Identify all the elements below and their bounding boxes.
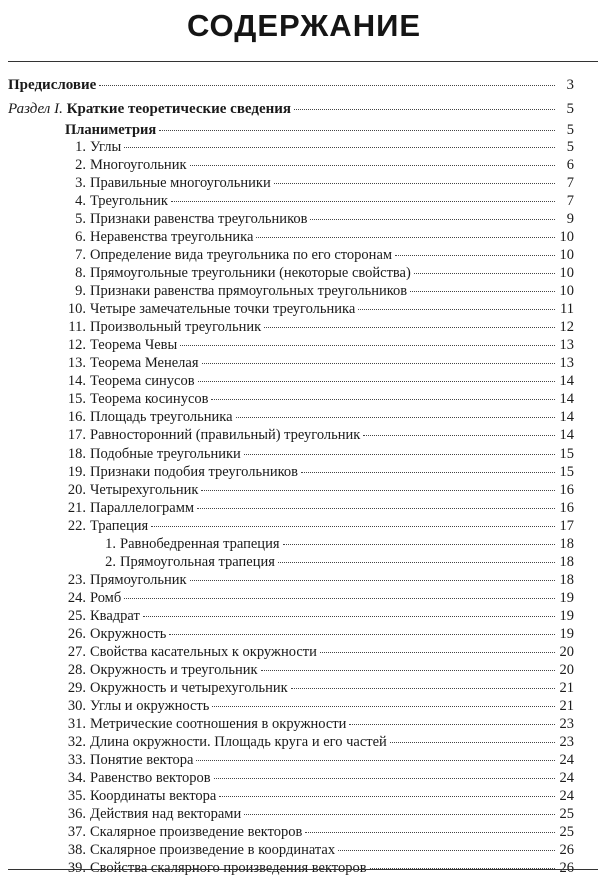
- toc-page-number: 25: [559, 806, 574, 823]
- dot-leader: [151, 526, 555, 527]
- toc-entry-label: [66, 463, 298, 481]
- toc-entry-number: 15.: [67, 391, 86, 408]
- toc-entry-label: [66, 408, 233, 426]
- toc-page-number: 15: [559, 463, 574, 480]
- toc-entry: [66, 228, 574, 246]
- toc-entry: [66, 408, 574, 426]
- toc-entry: [66, 697, 574, 715]
- toc-page-number: 13: [559, 355, 574, 372]
- toc-entry-number: 14.: [67, 373, 86, 390]
- page-title: СОДЕРЖАНИЕ: [186, 8, 422, 43]
- dot-leader: [124, 598, 555, 599]
- dot-leader: [310, 219, 555, 220]
- dot-leader: [256, 237, 555, 238]
- toc-entry-number: 32.: [67, 733, 86, 750]
- toc-page-number: 26: [559, 842, 574, 859]
- toc-entry-text: Углы: [90, 139, 122, 155]
- toc-entry-number: 23.: [67, 571, 86, 588]
- toc-page-number: 10: [559, 283, 574, 300]
- toc-entry: [8, 76, 574, 94]
- toc-entry: [66, 463, 574, 481]
- dot-leader: [197, 508, 555, 509]
- toc-entry-text: Прямоугольник: [90, 571, 187, 588]
- toc-entry: [66, 715, 574, 733]
- toc-entry-text: Признаки подобия треугольников: [90, 463, 298, 480]
- toc-entry-text: Ромб: [90, 589, 122, 606]
- toc-entry-text: Прямоугольная трапеция: [120, 553, 275, 570]
- toc-entry-text: Правильные многоугольники: [90, 175, 271, 192]
- toc-entry: [66, 138, 574, 156]
- toc-entry-number: 1.: [75, 139, 86, 155]
- toc-entry: [66, 300, 574, 318]
- toc-page-number: 7: [566, 175, 574, 192]
- dot-leader: [390, 742, 555, 743]
- toc-page-number: 25: [559, 824, 574, 841]
- toc-page-number: 17: [559, 517, 574, 534]
- toc-entry-number: 10.: [67, 301, 86, 318]
- toc-entry-text: Углы и окружность: [90, 697, 210, 714]
- dot-leader: [180, 345, 555, 346]
- dot-leader: [278, 562, 555, 563]
- toc-entry-number: 36.: [67, 806, 86, 823]
- toc-entry-label: [66, 589, 121, 607]
- toc-entry-label: [66, 264, 411, 282]
- toc-page-number: 3: [566, 77, 574, 93]
- toc-entry: [66, 571, 574, 589]
- toc-page-number: 10: [559, 229, 574, 246]
- toc-entry-label: [8, 100, 291, 118]
- toc-entry: [66, 643, 574, 661]
- toc-entry-label: [66, 805, 241, 823]
- toc-entry-text: Планиметрия: [65, 122, 157, 138]
- toc-entry-number: 33.: [67, 752, 86, 769]
- toc-entry-text: Окружность и треугольник: [90, 661, 258, 678]
- dot-leader: [291, 688, 555, 689]
- toc-entry-number: 11.: [68, 319, 86, 336]
- dot-leader: [190, 580, 555, 581]
- toc-entry-number: 1.: [105, 535, 116, 552]
- toc-entry-number: 2.: [75, 157, 86, 174]
- toc-entry-text: Предисловие: [8, 77, 97, 93]
- toc-entry: [66, 481, 574, 499]
- toc-entry-number: 16.: [67, 409, 86, 426]
- dot-leader: [349, 724, 555, 725]
- toc-page-number: 26: [559, 860, 574, 877]
- toc-entry-text: Свойства скалярного произведения векторов: [90, 860, 367, 877]
- toc-entry: [66, 174, 574, 192]
- toc-entry-number: 25.: [67, 607, 86, 624]
- toc-entry-label: [65, 121, 156, 139]
- toc-page-number: 7: [566, 193, 574, 210]
- toc-entry-text: Четырехугольник: [90, 481, 199, 498]
- toc-entry: [66, 607, 574, 625]
- toc-entry: [66, 589, 574, 607]
- dot-leader: [171, 201, 555, 202]
- toc-entry-label: [8, 76, 96, 94]
- toc-page-number: 18: [559, 571, 574, 588]
- toc-entry-label: [66, 228, 253, 246]
- dot-leader: [264, 327, 555, 328]
- toc-page-number: 23: [559, 733, 574, 750]
- toc-entry-text: Квадрат: [90, 607, 140, 624]
- toc-entry-label: [66, 336, 177, 354]
- toc-page-number: 16: [559, 481, 574, 498]
- toc-page-number: 12: [559, 319, 574, 336]
- toc-entry-label: [66, 156, 187, 174]
- toc-entry-text: Равнобедренная трапеция: [120, 535, 280, 552]
- dot-leader: [320, 652, 555, 653]
- toc-entry-number: 28.: [67, 661, 86, 678]
- toc-entry: [66, 751, 574, 769]
- dot-leader: [202, 363, 556, 364]
- toc-entry-label: [66, 697, 209, 715]
- toc-entry-label: [66, 661, 258, 679]
- toc-entry-number: 4.: [75, 193, 86, 210]
- dot-leader: [212, 706, 555, 707]
- toc-entry-label: [66, 751, 193, 769]
- dot-leader: [201, 490, 555, 491]
- toc-entry-text: Произвольный треугольник: [90, 319, 262, 336]
- dot-leader: [395, 255, 555, 256]
- toc-page-number: 19: [559, 625, 574, 642]
- toc-page-number: 14: [559, 373, 574, 390]
- dot-leader: [236, 417, 555, 418]
- dot-leader: [305, 832, 555, 833]
- toc-entry: [66, 210, 574, 228]
- toc-page-number: 24: [559, 752, 574, 769]
- dot-leader: [244, 454, 555, 455]
- toc-entry-label: [66, 246, 392, 264]
- toc-entry-label: [66, 679, 288, 697]
- toc-entry-label: [66, 445, 241, 463]
- toc-entry: [66, 625, 574, 643]
- toc-entry-number: 37.: [67, 824, 86, 841]
- dot-leader: [143, 616, 555, 617]
- toc-entry-text: Скалярное произведение векторов: [90, 824, 303, 841]
- toc-entry-text: Трапеция: [90, 517, 149, 534]
- toc-entry: [92, 553, 574, 571]
- toc-page-number: 5: [566, 139, 574, 155]
- toc-entry-label: [66, 481, 198, 499]
- toc-entry: [66, 805, 574, 823]
- toc-entry-number: 20.: [67, 481, 86, 498]
- dot-leader: [124, 147, 555, 148]
- toc-page-number: 20: [559, 661, 574, 678]
- toc-entry-number: 18.: [67, 445, 86, 462]
- toc-page-number: 20: [559, 643, 574, 660]
- toc-page-number: 15: [559, 445, 574, 462]
- toc-entry-number: 35.: [67, 788, 86, 805]
- toc-page-number: 5: [566, 122, 574, 138]
- toc-entry-label: [66, 210, 307, 228]
- toc-entry-label: [66, 715, 346, 733]
- dot-leader: [274, 183, 555, 184]
- toc-entry: [66, 733, 574, 751]
- toc-entry-number: 6.: [75, 229, 86, 246]
- toc-entry: [66, 661, 574, 679]
- toc-entry: [92, 535, 574, 553]
- toc-entry-label: [66, 625, 166, 643]
- toc-entry: [66, 679, 574, 697]
- toc-entry-number: 39.: [67, 860, 86, 877]
- dot-leader: [301, 472, 555, 473]
- toc-entry: [66, 499, 574, 517]
- toc-entry-label: [66, 841, 335, 859]
- toc-entry-label: [66, 571, 187, 589]
- toc-entry-number: 17.: [67, 427, 86, 444]
- toc-entry: [66, 156, 574, 174]
- dot-leader: [358, 309, 555, 310]
- dot-leader: [219, 796, 555, 797]
- dot-leader: [211, 399, 555, 400]
- dot-leader: [414, 273, 555, 274]
- toc-entry-text: Скалярное произведение в координатах: [90, 842, 336, 859]
- dot-leader: [338, 850, 555, 851]
- dot-leader: [214, 778, 555, 779]
- toc-entry: [66, 264, 574, 282]
- toc-page-number: 19: [559, 589, 574, 606]
- toc-entry-text: Длина окружности. Площадь круга и его частей: [90, 733, 387, 750]
- toc-entry-number: 13.: [67, 355, 86, 372]
- toc-entry-text: Подобные треугольники: [90, 445, 241, 462]
- toc-entry: [66, 336, 574, 354]
- dot-leader: [261, 670, 555, 671]
- dot-leader: [159, 130, 555, 131]
- dot-leader: [190, 165, 556, 166]
- toc-entry-text: Понятие вектора: [90, 752, 194, 769]
- toc-entry-text: Теорема Менелая: [90, 355, 199, 372]
- dot-leader: [196, 760, 555, 761]
- toc-entry-number: 22.: [67, 517, 86, 534]
- toc-page-number: 10: [559, 247, 574, 264]
- dot-leader: [283, 544, 556, 545]
- toc-entry-text: Окружность: [90, 625, 167, 642]
- dot-leader: [294, 109, 555, 110]
- toc-entry-text: Площадь треугольника: [90, 409, 233, 426]
- toc-page-number: 24: [559, 788, 574, 805]
- dot-leader: [363, 435, 555, 436]
- toc-page-number: 18: [559, 553, 574, 570]
- toc-entry-text: Равносторонний (правильный) треугольник: [90, 427, 361, 444]
- toc-entry-label: [66, 787, 216, 805]
- dot-leader: [410, 291, 555, 292]
- toc-entry: [66, 390, 574, 408]
- toc-entry-label: [66, 823, 302, 841]
- toc-entry-text: Прямоугольные треугольники (некоторые свойства): [90, 265, 411, 282]
- toc-entry-number: 8.: [75, 265, 86, 282]
- toc-entry-label: [66, 769, 211, 787]
- toc-page-number: 21: [559, 679, 574, 696]
- toc-entry-number: 12.: [67, 337, 86, 354]
- toc-entry-text: Признаки равенства треугольников: [90, 211, 308, 228]
- toc-entry: [66, 426, 574, 444]
- dot-leader: [244, 814, 555, 815]
- toc-entry-text: Метрические соотношения в окружности: [90, 715, 347, 732]
- toc-section-prefix: Раздел I.: [8, 101, 63, 117]
- toc-entry: [66, 823, 574, 841]
- toc-entry-number: 31.: [67, 715, 86, 732]
- toc-entry-text: Действия над векторами: [90, 806, 242, 823]
- toc-entry-text: Теорема Чевы: [90, 337, 178, 354]
- toc-entry: [66, 282, 574, 300]
- toc-entry-number: 21.: [67, 499, 86, 516]
- toc-entry: [66, 318, 574, 336]
- toc-entry-label: [66, 607, 140, 625]
- toc-entry-text: Равенство векторов: [90, 770, 211, 787]
- toc-entry-number: 34.: [67, 770, 86, 787]
- toc-entry: [66, 445, 574, 463]
- toc-page-number: 9: [566, 211, 574, 228]
- toc-page-number: 24: [559, 770, 574, 787]
- toc-entry-label: [66, 643, 317, 661]
- toc-page-number: 6: [566, 157, 574, 174]
- toc-entry-number: 38.: [67, 842, 86, 859]
- toc-entry-number: 26.: [67, 625, 86, 642]
- toc-page-number: 11: [560, 301, 574, 318]
- toc-page-number: 5: [566, 101, 574, 117]
- dot-leader: [99, 85, 555, 86]
- toc-entry-number: 3.: [75, 175, 86, 192]
- toc-entry-label: [66, 733, 387, 751]
- toc-page-number: 14: [559, 391, 574, 408]
- toc-entry-label: [66, 372, 195, 390]
- toc-entry-text: Треугольник: [90, 193, 168, 210]
- toc-entry-text: Признаки равенства прямоугольных треугольников: [90, 283, 408, 300]
- toc-entry-label: [66, 138, 121, 156]
- toc-entry: [66, 192, 574, 210]
- toc-entry-text: Краткие теоретические сведения: [66, 101, 292, 117]
- dot-leader: [198, 381, 555, 382]
- toc-entry-number: 5.: [75, 211, 86, 228]
- toc-entry: [8, 100, 574, 118]
- toc-entry-text: Координаты вектора: [90, 788, 217, 805]
- toc-entry-number: 24.: [67, 589, 86, 606]
- toc-entry-number: 2.: [105, 553, 116, 570]
- toc-entry-text: Четыре замечательные точки треугольника: [90, 301, 356, 318]
- toc-entry-text: Свойства касательных к окружности: [90, 643, 317, 660]
- toc-entry-label: [66, 426, 360, 444]
- toc-entry-label: [92, 535, 280, 553]
- toc-entry-text: Теорема косинусов: [90, 391, 209, 408]
- toc-page-number: 18: [559, 535, 574, 552]
- toc-entry-text: Многоугольник: [90, 157, 187, 174]
- toc-entry-label: [66, 318, 261, 336]
- toc-entry: [65, 121, 574, 139]
- toc-entry-label: [66, 174, 271, 192]
- toc-entry-number: 9.: [75, 283, 86, 300]
- toc-entry: [66, 372, 574, 390]
- toc-entry-label: [66, 390, 208, 408]
- toc-entry: [66, 769, 574, 787]
- toc-entry-label: [66, 517, 148, 535]
- toc-entry-label: [66, 354, 199, 372]
- toc-entry-text: Окружность и четырехугольник: [90, 679, 288, 696]
- toc-page-number: 14: [559, 427, 574, 444]
- toc-entry: [66, 517, 574, 535]
- dot-leader: [169, 634, 555, 635]
- toc-page-number: 23: [559, 715, 574, 732]
- toc-page-number: 13: [559, 337, 574, 354]
- toc-page-number: 10: [559, 265, 574, 282]
- toc-entry-number: 29.: [67, 679, 86, 696]
- toc-page-number: 14: [559, 409, 574, 426]
- toc-entry-label: [66, 282, 407, 300]
- toc-page-number: 19: [559, 607, 574, 624]
- toc-entry-number: 7.: [75, 247, 86, 264]
- bottom-divider: [8, 869, 598, 870]
- toc-page-number: 21: [559, 697, 574, 714]
- toc-entry-number: 27.: [67, 643, 86, 660]
- toc-entry-text: Параллелограмм: [90, 499, 195, 516]
- toc-entry-label: [66, 499, 194, 517]
- toc-page-number: 16: [559, 499, 574, 516]
- toc-entry-text: Теорема синусов: [90, 373, 195, 390]
- toc-entry-text: Определение вида треугольника по его сторонам: [90, 247, 393, 264]
- toc-entry-number: 19.: [67, 463, 86, 480]
- toc-entry: [66, 354, 574, 372]
- toc-entry-label: [66, 192, 168, 210]
- toc-entry-label: [92, 553, 275, 571]
- toc-entry: [66, 246, 574, 264]
- toc-entry: [66, 841, 574, 859]
- toc-entry: [66, 787, 574, 805]
- toc-entry-number: 30.: [67, 697, 86, 714]
- toc-entry-text: Неравенства треугольника: [90, 229, 254, 246]
- toc-entry-label: [66, 300, 355, 318]
